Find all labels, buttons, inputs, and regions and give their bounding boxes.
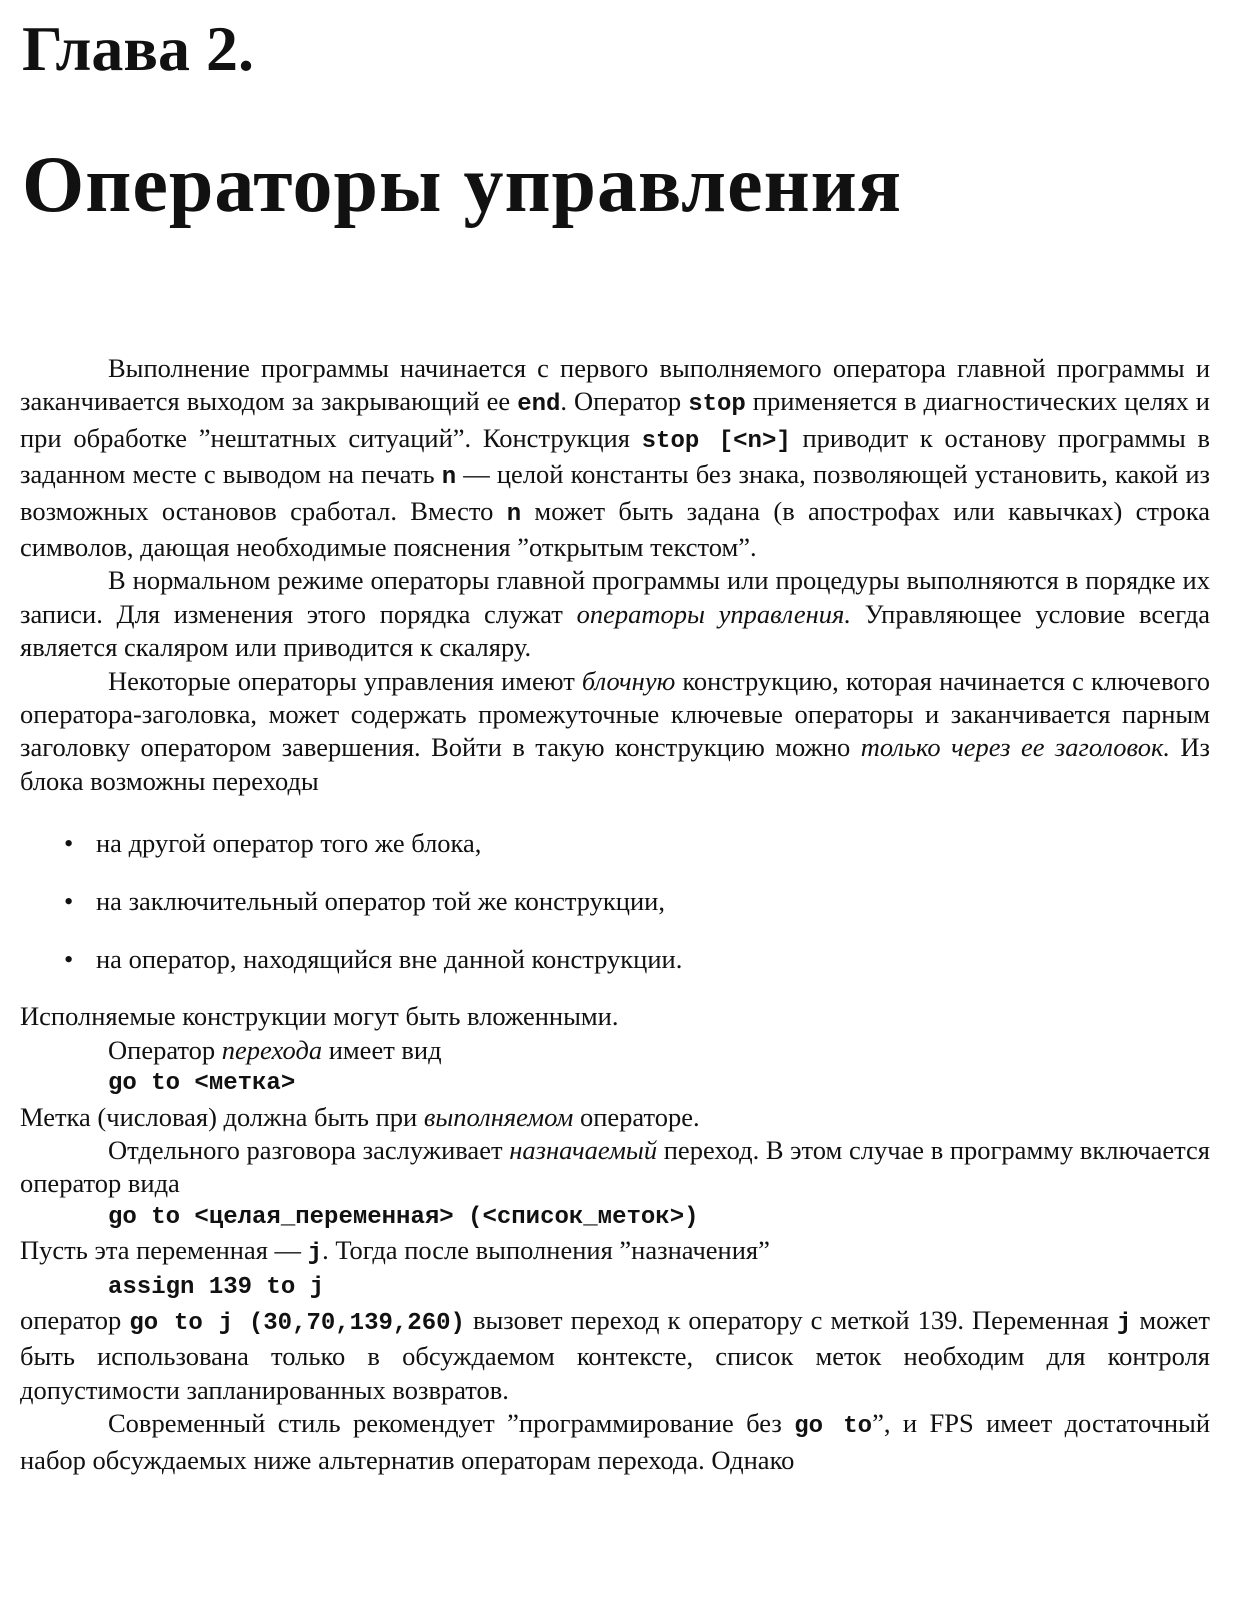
list-item: • на другой оператор того же блока, [64,828,482,859]
code-line: go to <целая_переменная> (<список_меток>) [108,1203,699,1231]
inline-code-stop: stop [688,391,746,419]
inline-code-go-to: go to j (30,70,139,260) [129,1309,465,1337]
code-line: go to <метка> [108,1070,296,1098]
emphasis: перехода [221,1034,323,1065]
list-item: • на заключительный оператор той же конструкции, [64,886,665,917]
inline-code-stop-n: stop [<n>] [641,427,791,455]
paragraph-7: Отдельного разговора заслуживает назначаемый переход. В этом случае в программу включается оператор вида [20,1134,1210,1199]
inline-code-n: n [441,464,457,492]
emphasis: выполняемом [423,1101,574,1132]
paragraph-6: Метка (числовая) должна быть при выполняемом операторе. [20,1101,700,1132]
paragraph-8: Пусть эта переменная — j. Тогда после выполнения ”назначения” [20,1235,770,1268]
inline-code-n: n [506,500,522,528]
paragraph-3: Некоторые операторы управления имеют блочную конструкцию, которая начинается с ключевого оператора-заголовка, может содержать промежуточные ключевые операторы и заканчивается парным заголовку оператором завершения. Войти в такую конструкцию можно только через ее заголовок. Из блока возможны переходы [20,665,1210,796]
emphasis: назначаемый [509,1134,658,1165]
inline-code-end: end [517,391,561,419]
paragraph-9: оператор go to j (30,70,139,260) вызовет переход к оператору с меткой 139. Переменная j может быть использована только в обсуждаемом контексте, список меток необходим для контроля допустимости запланированных возвратов. [20,1304,1210,1405]
inline-code-j: j [1116,1309,1132,1337]
paragraph-1: Выполнение программы начинается с первого выполняемого оператора главной программы и заканчивается выходом за закрывающий ее end. Оператор stop применяется в диагностических целях и при обработке ”нештатных ситуаций”. Конструкция stop [<n>] приводит к останову программы в заданном месте с выводом на печать n — целой константы без знака, позволяющей установить, какой из возможных остановов сработал. Вместо n может быть задана (в апострофах или кавычках) строка символов, дающая необходимые пояснения ”открытым текстом”. [20,353,1210,563]
emphasis: только через ее заголовок. [860,732,1170,763]
paragraph-2: В нормальном режиме операторы главной программы или процедуры выполняются в порядке их записи. Для изменения этого порядка служат операторы управления. Управляющее условие всегда является скаляром или приводится к скаляру. [20,565,1210,663]
chapter-title: Операторы управления [22,141,903,229]
code-line: assign 139 to j [108,1273,325,1301]
bullet-list [20,826,1210,976]
chapter-label: Глава 2. [22,13,254,84]
inline-code-j: j [307,1240,323,1268]
paragraph-10: Современный стиль рекомендует ”программирование без go to”, и FPS имеет достаточный набор обсуждаемых ниже альтернатив операторам перехода. Однако [20,1408,1211,1475]
emphasis: операторы управления. [576,598,851,629]
paragraph-5: Оператор перехода имеет вид [108,1034,442,1065]
emphasis: блочную [581,665,676,696]
list-item: • на оператор, находящийся вне данной конструкции. [64,944,683,975]
chapter-body [20,352,1210,1477]
inline-code-go-to: go to [794,1413,873,1441]
paragraph-4: Исполняемые конструкции могут быть вложенными. [20,1001,619,1032]
bullet-icon: • [64,828,74,859]
bullet-icon: • [64,944,74,975]
bullet-icon: • [64,886,74,917]
